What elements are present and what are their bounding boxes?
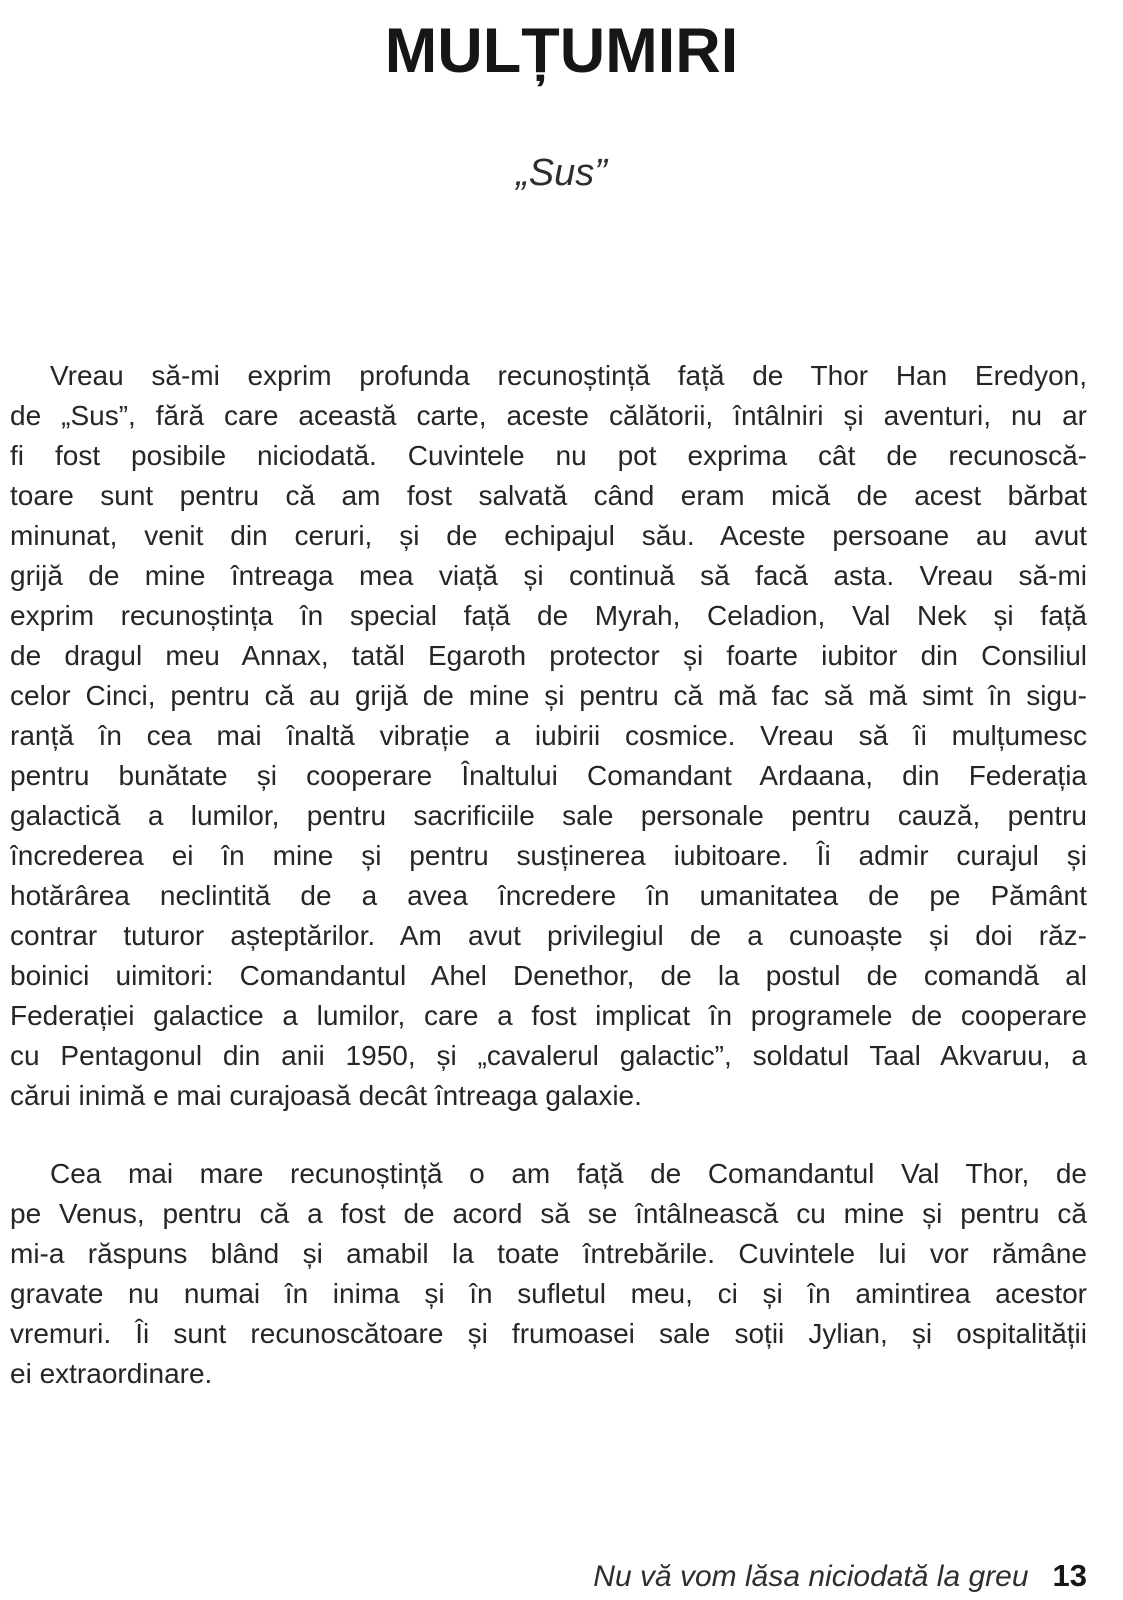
- text-line: toare sunt pentru că am fost salvată când eram mică de acest bărbat: [10, 480, 1087, 511]
- running-title: Nu vă vom lăsa niciodată la greu: [593, 1560, 1029, 1593]
- text-line: exprim recunoștința în special față de Myrah, Celadion, Val Nek și față: [10, 600, 1087, 631]
- text-line: boinici uimitori: Comandantul Ahel Denethor, de la postul de comandă al: [10, 960, 1087, 991]
- text-line: minunat, venit din ceruri, și de echipajul său. Aceste persoane au avut: [10, 520, 1087, 551]
- paragraph: [10, 1154, 1087, 1394]
- text-line: grijă de mine întreaga mea viață și continuă să facă asta. Vreau să-mi: [10, 560, 1087, 591]
- page-title: MULȚUMIRI: [384, 16, 739, 86]
- body-text: [0, 356, 1123, 1394]
- text-line: hotărârea neclintită de a avea încredere în umanitatea de pe Pământ: [10, 880, 1087, 911]
- text-line: ei extraordinare.: [10, 1358, 213, 1389]
- text-line: mi-a răspuns blând și amabil la toate întrebările. Cuvintele lui vor rămâne: [10, 1238, 1087, 1269]
- paragraph: [10, 356, 1087, 1116]
- page-number: 13: [1052, 1558, 1087, 1593]
- text-line: pentru bunătate și cooperare Înaltului Comandant Ardaana, din Federația: [10, 760, 1087, 791]
- text-line: pe Venus, pentru că a fost de acord să se întâlnească cu mine și pentru că: [10, 1198, 1087, 1229]
- text-line: de dragul meu Annax, tatăl Egaroth protector și foarte iubitor din Consiliul: [10, 640, 1087, 671]
- text-line: celor Cinci, pentru că au grijă de mine și pentru că mă fac să mă simt în sigu-: [10, 680, 1087, 711]
- text-line: de „Sus”, fără care această carte, aceste călătorii, întâlniri și aventuri, nu ar: [10, 400, 1087, 431]
- text-line: fi fost posibile niciodată. Cuvintele nu pot exprima cât de recunoscă-: [10, 440, 1087, 471]
- text-line: Vreau să-mi exprim profunda recunoștință față de Thor Han Eredyon,: [50, 360, 1087, 391]
- text-line: Cea mai mare recunoștință o am față de Comandantul Val Thor, de: [50, 1158, 1087, 1189]
- text-line: contrar tuturor așteptărilor. Am avut privilegiul de a cunoaște și doi răz-: [10, 920, 1087, 951]
- page-footer: [10, 1556, 1087, 1597]
- text-line: Federației galactice a lumilor, care a fost implicat în programele de cooperare: [10, 1000, 1087, 1031]
- text-line: gravate nu numai în inima și în sufletul meu, ci și în amintirea acestor: [10, 1278, 1087, 1309]
- text-line: galactică a lumilor, pentru sacrificiile sale personale pentru cauză, pentru: [10, 800, 1087, 831]
- text-line: vremuri. Îi sunt recunoscătoare și frumoasei sale soții Jylian, și ospitalității: [10, 1318, 1087, 1349]
- text-line: ranță în cea mai înaltă vibrație a iubirii cosmice. Vreau să îi mulțumesc: [10, 720, 1087, 751]
- text-line: încrederea ei în mine și pentru susținerea iubitoare. Îi admir curajul și: [10, 840, 1087, 871]
- chapter-subtitle: „Sus”: [516, 152, 607, 194]
- text-line: cărui inimă e mai curajoasă decât întreaga galaxie.: [10, 1080, 642, 1111]
- text-line: cu Pentagonul din anii 1950, și „cavalerul galactic”, soldatul Taal Akvaruu, a: [10, 1040, 1087, 1071]
